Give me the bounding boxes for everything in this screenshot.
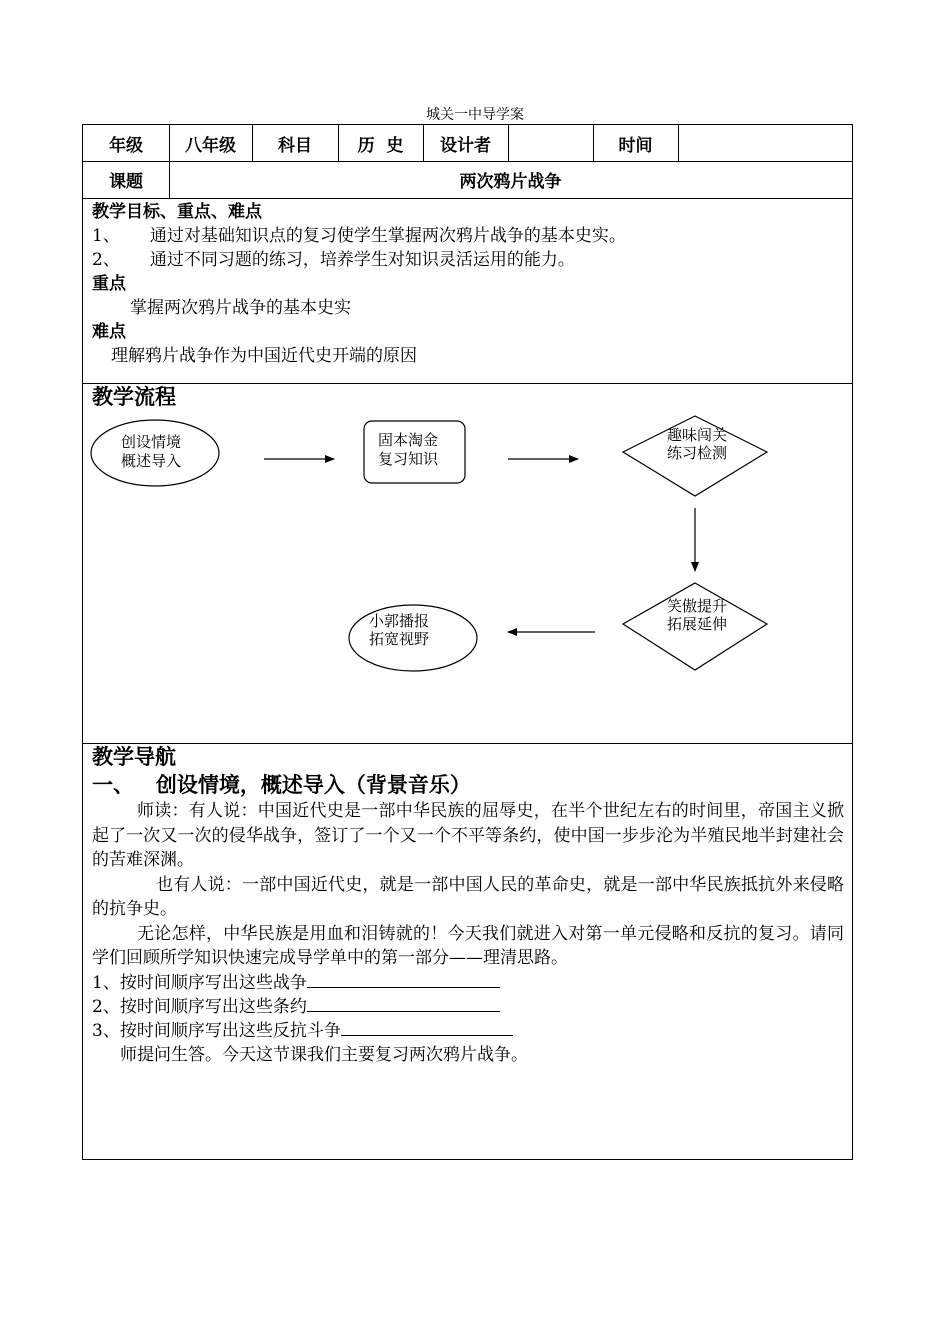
designer-value [508, 125, 593, 161]
designer-label: 设计者 [440, 135, 491, 156]
grade-label: 年级 [109, 135, 143, 156]
flow-node-label: 拓宽视野 [368, 630, 430, 648]
time-value [678, 125, 852, 161]
grade-value: 八年级 [185, 135, 236, 156]
key-point-text: 掌握两次鸦片战争的基本史实 [130, 298, 351, 318]
objective-item [92, 248, 844, 272]
time-label: 时间 [618, 135, 653, 156]
objectives-section [92, 200, 844, 368]
flow-node-practice [623, 416, 767, 496]
flow-node-label: 小郭播报 [368, 612, 430, 630]
lesson-plan-table [82, 124, 853, 1160]
section-one-title: 一、 创设情境，概述导入（背景音乐） [92, 772, 471, 797]
flow-node-label: 趣味闯关 [666, 426, 728, 444]
question-item [92, 995, 844, 1019]
difficult-point-text: 理解鸦片战争作为中国近代史开端的原因 [111, 346, 417, 366]
subject-label: 科目 [278, 135, 312, 156]
answer-blank [341, 1020, 513, 1036]
navigation-title: 教学导航 [92, 744, 176, 769]
question-item [92, 971, 844, 995]
objective-number: 2、 [92, 250, 120, 270]
subject-value: 历 史 [357, 135, 404, 156]
flow-node-label: 创设情境 [120, 433, 182, 451]
flow-node-label: 固本淘金 [377, 431, 439, 449]
difficult-point-title: 难点 [92, 322, 126, 342]
objective-text: 通过对基础知识点的复习使学生掌握两次鸦片战争的基本史实。 [149, 226, 626, 246]
teacher-reading-paragraph: 师读：有人说：中国近代史是一部中华民族的屈辱史，在半个世纪左右的时间里，帝国主义掀起了一次又一次的侵华战争，签订了一个又一个不平等条约，使中国一步步沦为半殖民地半封建社会的苦难深渊。 [92, 801, 844, 870]
page-header: 城关一中导学案 [426, 107, 524, 123]
row-divider [83, 198, 852, 199]
flow-node-label: 练习检测 [666, 444, 728, 462]
flow-node-label: 拓展延伸 [666, 615, 728, 633]
review-intro-paragraph: 无论怎样，中华民族是用血和泪铸就的！今天我们就进入对第一单元侵略和反抗的复习。请同学们回顾所学知识快速完成导学单中的第一部分——理清思路。 [92, 923, 844, 968]
flow-node-intro [91, 420, 219, 486]
flow-node-label: 笑傲提升 [666, 597, 728, 615]
answer-blank [307, 996, 500, 1012]
objectives-title: 教学目标、重点、难点 [92, 202, 262, 222]
question-item [92, 1019, 844, 1043]
second-view-paragraph: 也有人说：一部中国近代史，就是一部中国人民的革命史，就是一部中华民族抵抗外来侵略的抗争史。 [92, 874, 844, 919]
objective-number: 1、 [92, 226, 120, 246]
objective-item [92, 224, 844, 248]
flow-node-broadcast [349, 605, 477, 671]
key-point-title: 重点 [92, 274, 126, 294]
flow-node-label: 概述导入 [120, 452, 182, 470]
question-text: 3、按时间顺序写出这些反抗斗争 [92, 1020, 341, 1041]
topic-value: 两次鸦片战争 [459, 172, 562, 192]
answer-blank [307, 972, 500, 988]
flow-node-label: 复习知识 [377, 450, 439, 468]
closing-line: 师提问生答。今天这节课我们主要复习两次鸦片战争。 [120, 1044, 528, 1065]
flow-node-extension [623, 583, 767, 670]
question-text: 2、按时间顺序写出这些条约 [92, 996, 307, 1017]
topic-label: 课题 [109, 172, 143, 192]
flow-node-review [364, 421, 465, 483]
objective-text: 通过不同习题的练习，培养学生对知识灵活运用的能力。 [149, 250, 575, 270]
process-flowchart [83, 383, 852, 743]
process-title: 教学流程 [92, 384, 176, 409]
navigation-section [92, 743, 844, 1067]
question-text: 1、按时间顺序写出这些战争 [92, 972, 307, 993]
